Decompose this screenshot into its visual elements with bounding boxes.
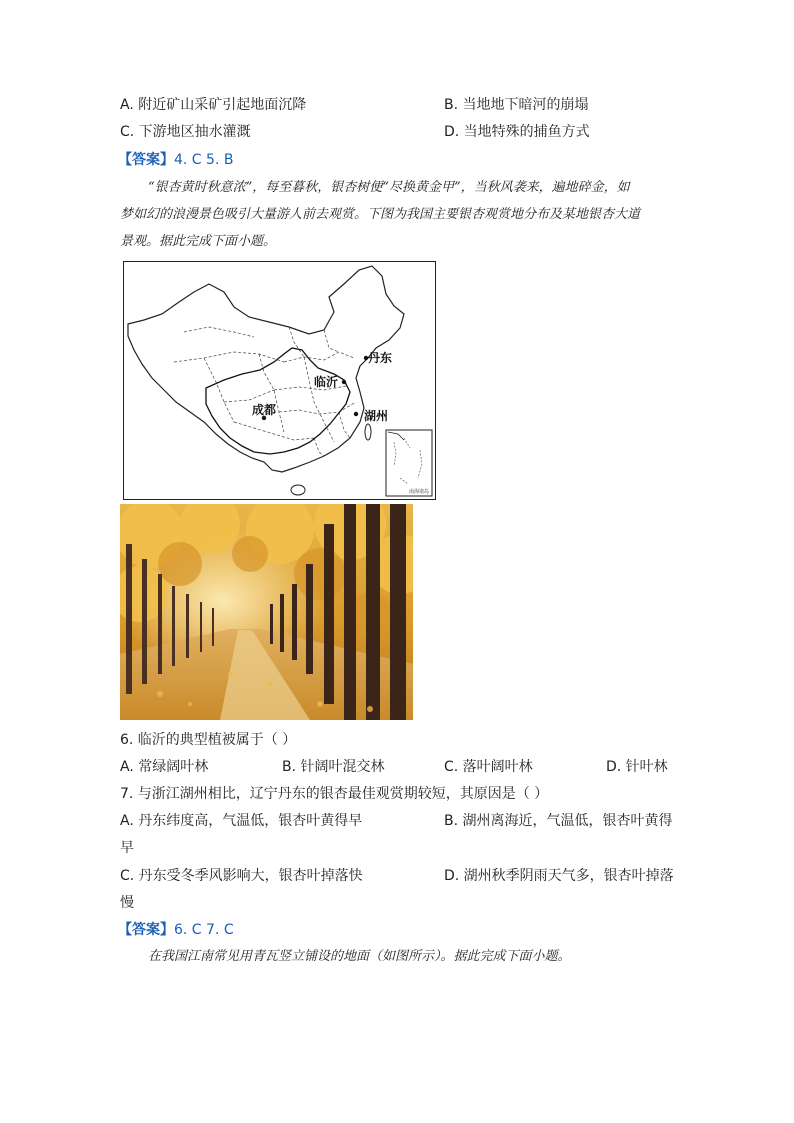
ginkgo-area-outline bbox=[206, 348, 350, 454]
province-borders bbox=[174, 327, 356, 456]
label-chengdu: 成都 bbox=[252, 403, 277, 417]
answer-tag: 【答案】 bbox=[118, 152, 174, 168]
q7-option-a: A. 丹东纬度高，气温低，银杏叶黄得早 bbox=[120, 813, 363, 829]
q6-option-d: D. 针叶林 bbox=[606, 759, 668, 775]
city-dot-huzhou bbox=[354, 412, 358, 416]
hainan-island bbox=[291, 485, 305, 495]
option-c: C. 下游地区抽水灌溉 bbox=[120, 124, 251, 140]
q6-option-a: A. 常绿阔叶林 bbox=[120, 759, 209, 775]
q6-option-c: C. 落叶阔叶林 bbox=[444, 759, 533, 775]
answer-tag-2: 【答案】 bbox=[118, 922, 174, 938]
passage-line-2: 梦如幻的浪漫景色吸引大量游人前去观赏。下图为我国主要银杏观赏地分布及某地银杏大道 bbox=[120, 207, 641, 222]
label-linyi: 临沂 bbox=[314, 375, 339, 389]
passage-line-1: “银杏黄时秋意浓”，每至暮秋，银杏树便“尽换黄金甲”，当秋风袭来，遍地碎金，如 bbox=[148, 180, 630, 195]
label-dandong: 丹东 bbox=[368, 351, 393, 365]
q7-option-d-wrap: 慢 bbox=[120, 895, 134, 911]
option-b: B. 当地地下暗河的崩塌 bbox=[444, 97, 589, 113]
option-d: D. 当地特殊的捕鱼方式 bbox=[444, 124, 590, 140]
q7-option-c: C. 丹东受冬季风影响大，银杏叶掉落快 bbox=[120, 868, 363, 884]
city-dot-linyi bbox=[342, 380, 346, 384]
q7-stem: 7. 与浙江湖州相比，辽宁丹东的银杏最佳观赏期较短，其原因是（ ） bbox=[120, 786, 549, 802]
country-outline bbox=[128, 266, 404, 472]
option-a: A. 附近矿山采矿引起地面沉降 bbox=[120, 97, 307, 113]
passage-line-3: 景观。据此完成下面小题。 bbox=[120, 234, 277, 249]
inset-label: 南海诸岛 bbox=[409, 489, 430, 495]
q6-option-b: B. 针阔叶混交林 bbox=[282, 759, 385, 775]
q7-option-d: D. 湖州秋季阴雨天气多，银杏叶掉落 bbox=[444, 868, 674, 884]
ginkgo-avenue-photo bbox=[120, 504, 413, 720]
china-map-svg bbox=[124, 262, 434, 498]
answer-body-2: 6. C 7. C bbox=[174, 922, 234, 938]
answer-block-2 bbox=[118, 920, 234, 940]
ginkgo-photo-svg bbox=[120, 504, 413, 720]
q6-stem: 6. 临沂的典型植被属于（ ） bbox=[120, 732, 297, 748]
next-passage-line: 在我国江南常见用青瓦竖立铺设的地面（如图所示）。据此完成下面小题。 bbox=[148, 949, 571, 964]
q7-option-b: B. 湖州离海近，气温低，银杏叶黄得 bbox=[444, 813, 673, 829]
answer-body: 4. C 5. B bbox=[174, 152, 234, 168]
inset-frame bbox=[386, 430, 432, 496]
taiwan-island bbox=[365, 424, 371, 440]
q7-option-b-wrap: 早 bbox=[120, 840, 134, 856]
label-huzhou: 湖州 bbox=[364, 409, 389, 423]
answer-block-1 bbox=[118, 150, 233, 170]
ginkgo-distribution-map bbox=[123, 261, 436, 500]
